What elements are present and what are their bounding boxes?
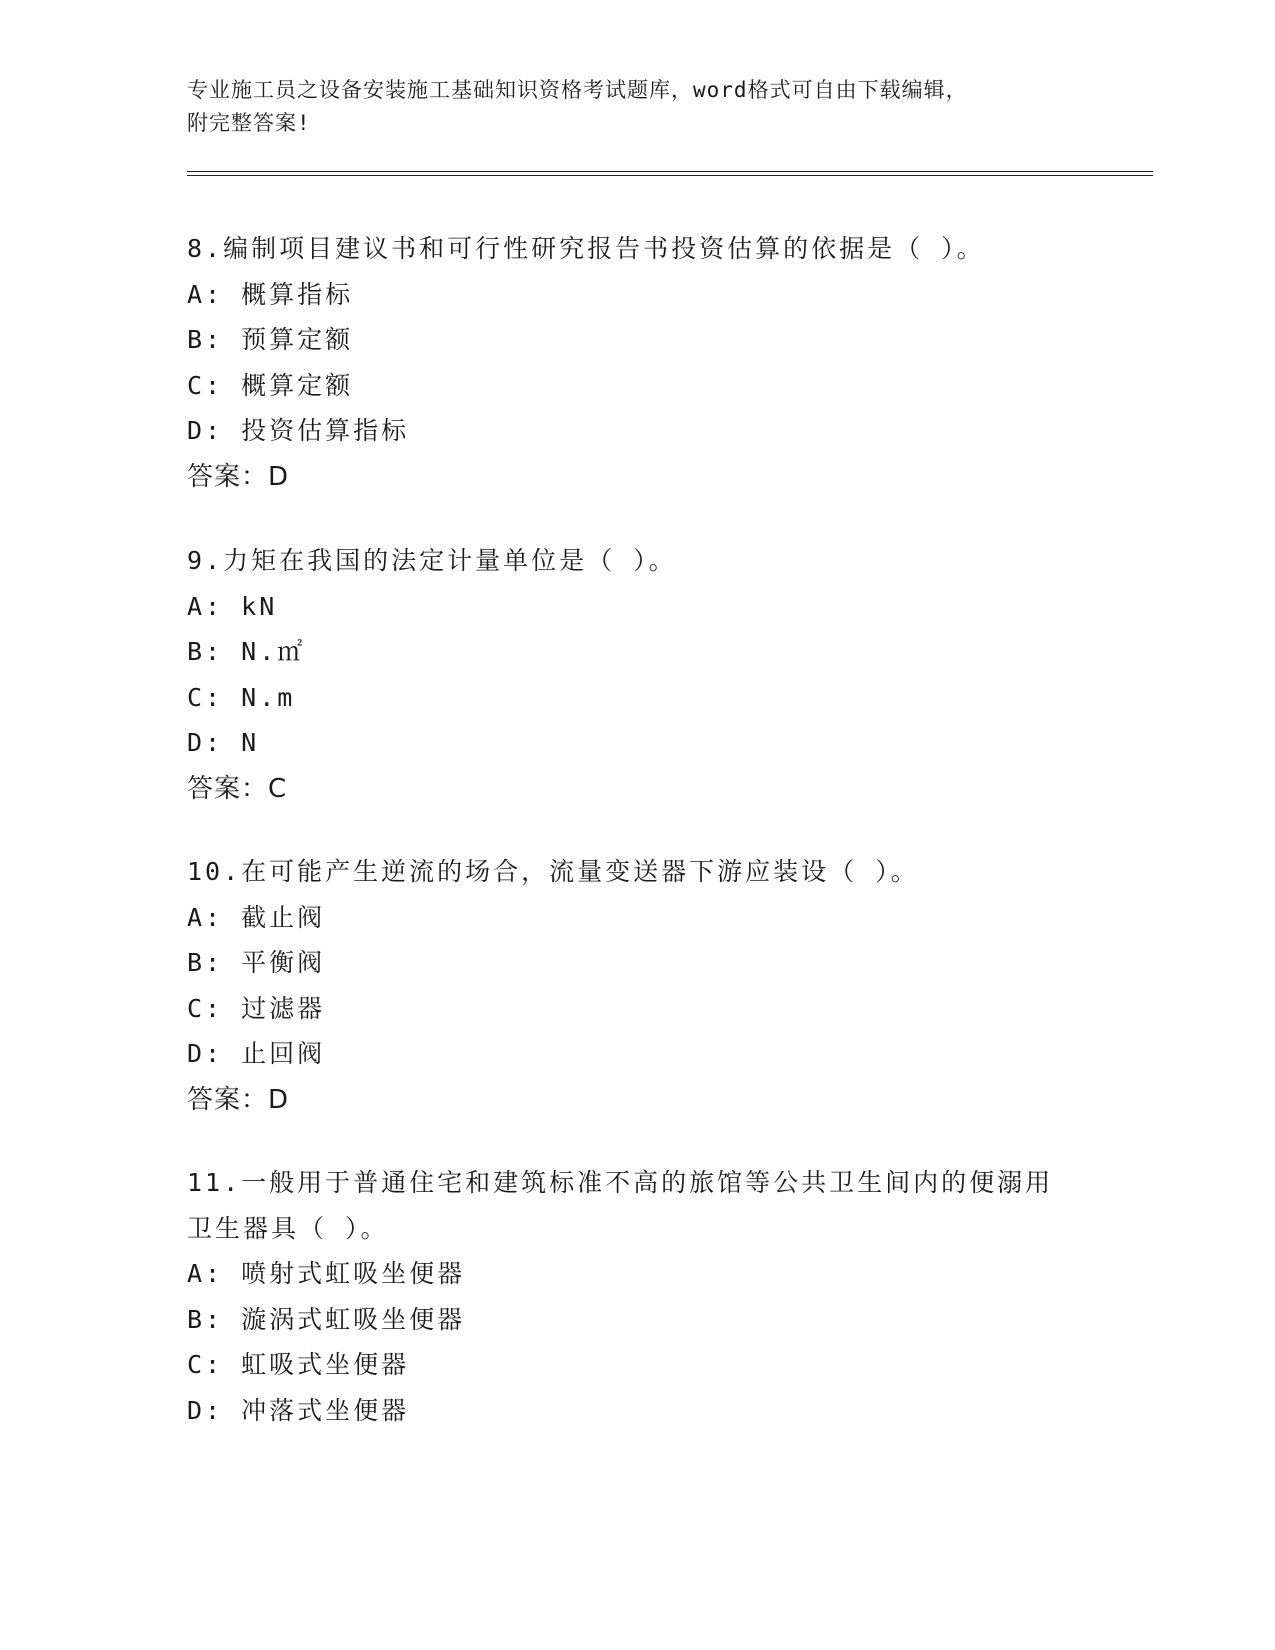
option-a: A: kN [187,591,278,621]
option-b: B: N.㎡ [187,637,306,666]
option-a: A: 喷射式虹吸坐便器 [187,1259,466,1288]
question-9 [187,538,1087,812]
header-line-1: 专业施工员之设备安装施工基础知识资格考试题库，word格式可自由下载编辑， [187,78,968,102]
option-d: D: 投资估算指标 [187,416,410,445]
header-divider-top [187,171,1153,172]
option-d: D: N [187,728,260,757]
option-a: A: 截止阀 [187,902,326,932]
question-stem-line-1: 11.一般用于普通住宅和建筑标准不高的旅馆等公共卫生间内的便溺用 [187,1168,1054,1197]
option-b: B: 预算定额 [187,325,354,354]
question-stem: 10.在可能产生逆流的场合，流量变送器下游应装设（ ）。 [187,857,919,886]
question-stem: 9.力矩在我国的法定计量单位是（ ）。 [187,546,677,575]
header-divider-bottom [187,175,1153,176]
document-header [187,74,1087,140]
option-c: C: N.m [187,682,296,712]
option-c: C: 虹吸式坐便器 [187,1350,410,1379]
option-d: D: 冲落式坐便器 [187,1395,410,1425]
question-10 [187,849,1087,1123]
question-stem-line-2: 卫生器具（ ）。 [187,1213,389,1243]
option-a: A: 概算指标 [187,279,354,309]
answer: 答案：D [187,461,290,492]
option-d: D: 止回阀 [187,1039,326,1068]
option-b: B: 漩涡式虹吸坐便器 [187,1304,466,1334]
option-b: B: 平衡阀 [187,948,326,977]
answer: 答案：C [187,773,288,804]
option-c: C: 概算定额 [187,370,354,400]
question-8 [187,226,1087,500]
answer: 答案：D [187,1084,290,1115]
option-c: C: 过滤器 [187,993,326,1023]
question-11 [187,1160,1087,1433]
question-stem: 8.编制项目建议书和可行性研究报告书投资估算的依据是（ ）。 [187,234,985,263]
header-line-2: 附完整答案! [187,111,311,135]
